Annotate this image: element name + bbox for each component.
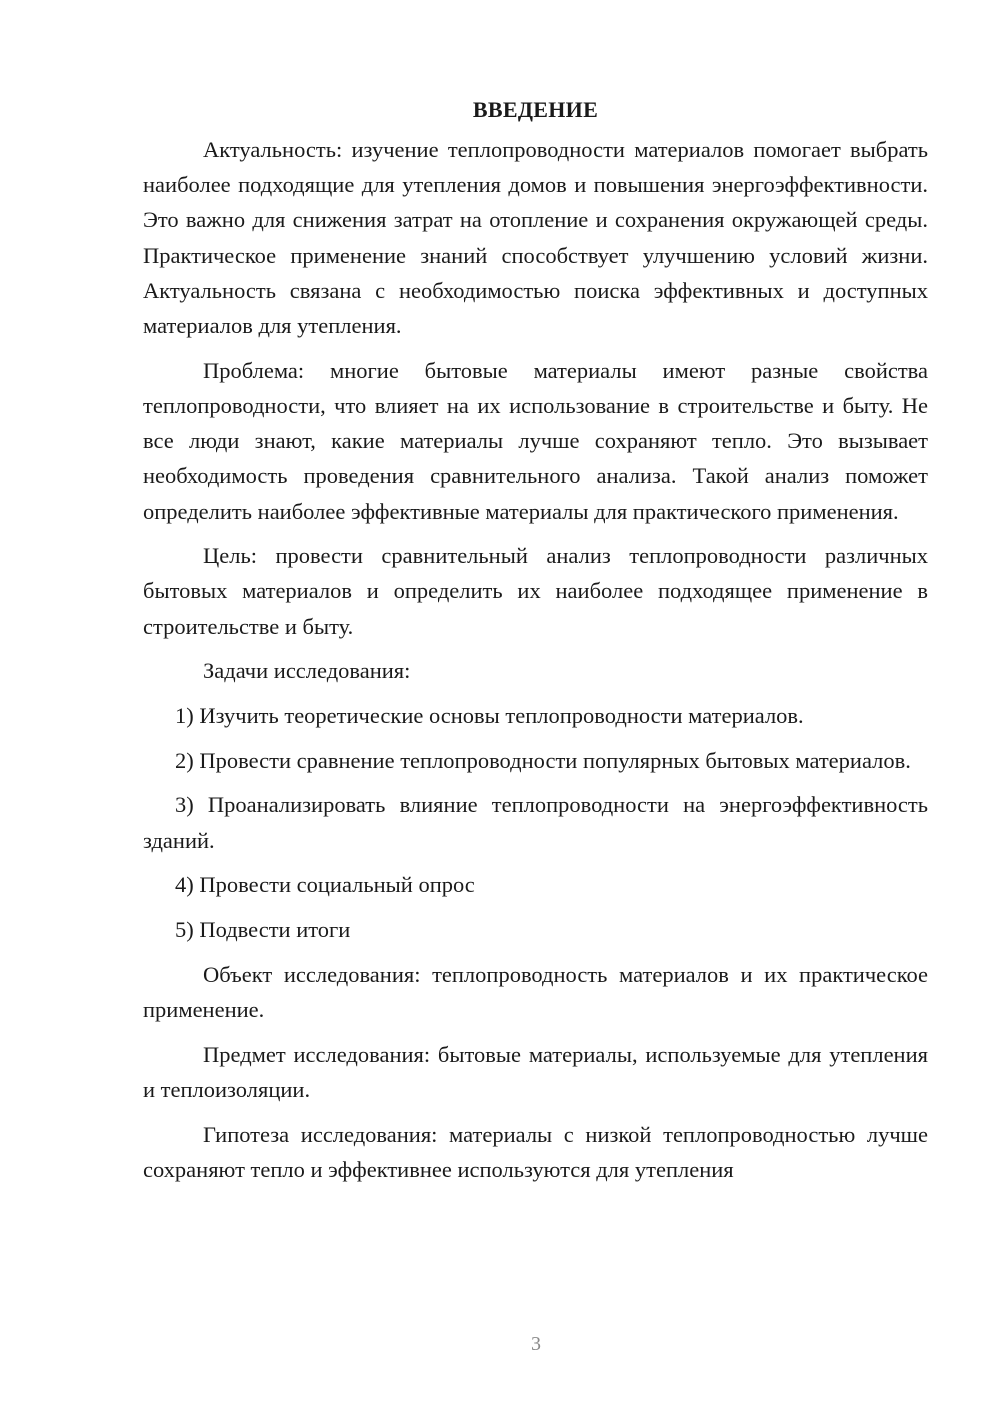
paragraph-object: Объект исследования: теплопроводность материалов и их практическое применение. [143,961,928,1022]
page-content [143,92,928,1196]
paragraph-goal: Цель: провести сравнительный анализ теплопроводности различных бытовых материалов и определить их наиболее подходящее применение в строительстве и быту. [143,543,928,639]
paragraph-problem: Проблема: многие бытовые материалы имеют разные свойства теплопроводности, что влияет на их использование в строительстве и быту. Не все люди знают, какие материалы лучше сохраняют тепло. Это вызывает необходимость проведения сравнительного анализа. Такой анализ поможет определить наиболее эффективные материалы для практического применения. [143,357,928,524]
paragraph-relevance: Актуальность: изучение теплопроводности материалов помогает выбрать наиболее подходящие для утепления домов и повышения энергоэффективности. Это важно для снижения затрат на отопление и сохранения окружающей среды. Практическое применение знаний способствует улучшению условий жизни. Актуальность связана с необходимостью поиска эффективных и доступных материалов для утепления. [143,137,928,339]
list-item-task-1: 1) Изучить теоретические основы теплопроводности материалов. [175,703,804,729]
paragraph-hypothesis: Гипотеза исследования: материалы с низкой теплопроводностью лучше сохраняют тепло и эффективнее используются для утепления [143,1121,928,1182]
paragraph-tasks-heading: Задачи исследования: [203,658,411,684]
paragraph-subject: Предмет исследования: бытовые материалы, используемые для утепления и теплоизоляции. [143,1041,928,1102]
list-item-task-3: 3) Проанализировать влияние теплопроводности на энергоэффективность зданий. [143,792,928,853]
page-title: ВВЕДЕНИЕ [472,97,599,122]
list-item-task-4: 4) Провести социальный опрос [175,872,475,898]
page-number: 3 [531,1333,541,1355]
list-item-task-5: 5) Подвести итоги [175,917,351,943]
list-item-task-2: 2) Провести сравнение теплопроводности популярных бытовых материалов. [175,747,911,773]
